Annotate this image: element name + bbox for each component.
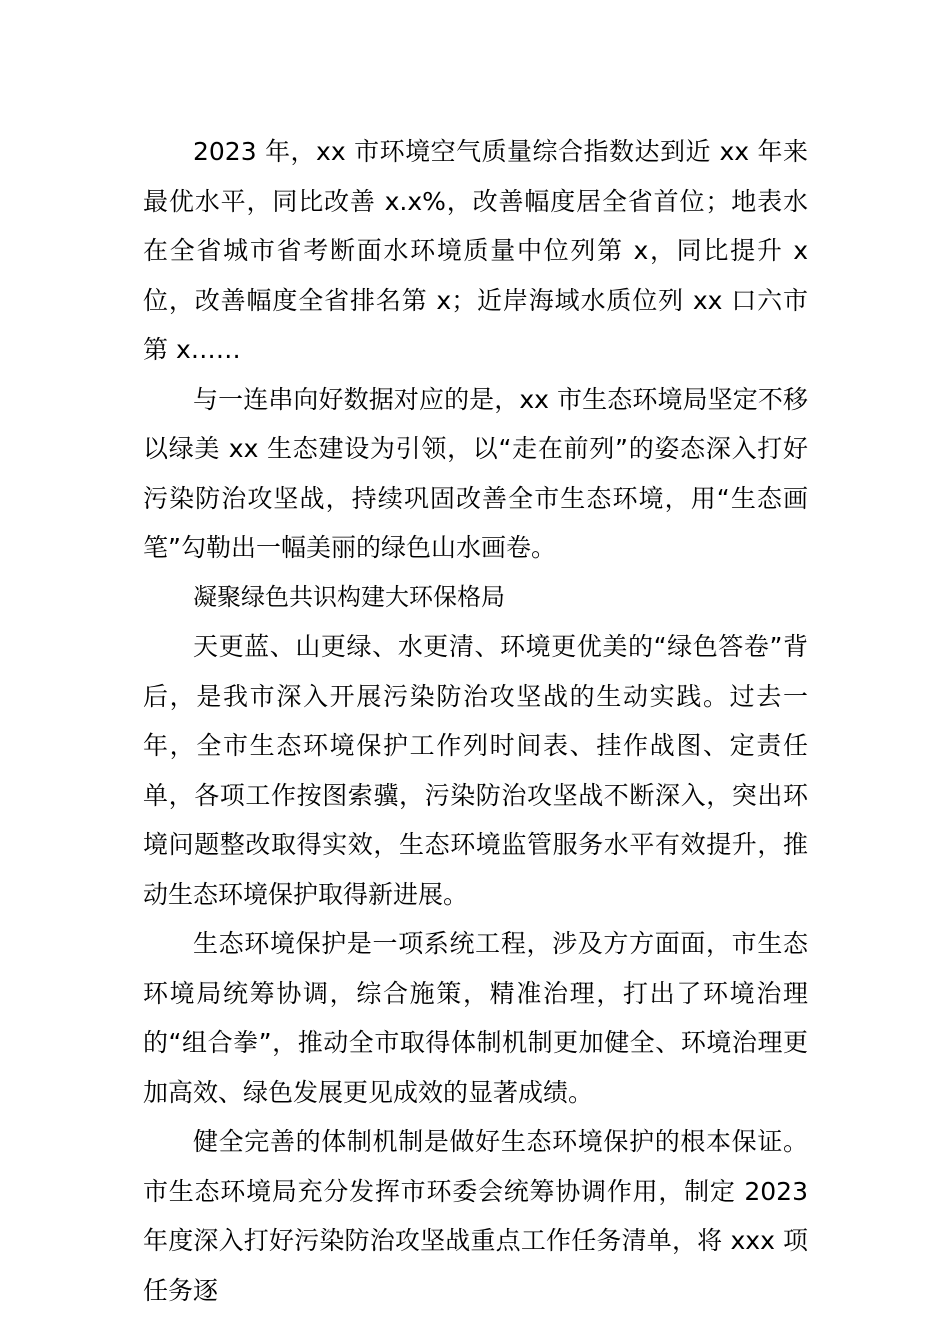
paragraph-air-quality-summary: 2023 年，xx 市环境空气质量综合指数达到近 xx 年来最优水平，同比改善 x.x%，改善幅度居全省首位；地表水在全省城市省考断面水环境质量中位列第 x，同比提升 x 位，改善幅度全省排名第 x；近岸海域水质位列 xx 口六市第 x……	[143, 137, 808, 364]
paragraph-green-answer-sheet: 天更蓝、山更绿、水更清、环境更优美的“绿色答卷”背后，是我市深入开展污染防治攻坚战的生动实践。过去一年，全市生态环境保护工作列时间表、挂作战图、定责任单，各项工作按图索骥，污染防治攻坚战不断深入，突出环境问题整改取得实效，生态环境监管服务水平有效提升，推动生态环境保护取得新进展。	[143, 632, 808, 909]
paragraph-systematic-project: 生态环境保护是一项系统工程，涉及方方面面，市生态环境局统筹协调，综合施策，精准治理，打出了环境治理的“组合拳”，推动全市取得体制机制更加健全、环境治理更加高效、绿色发展更见成效的显著成绩。	[143, 929, 808, 1107]
section-heading: 凝聚绿色共识构建大环保格局	[193, 582, 505, 611]
paragraph-ecology-bureau-intro: 与一连串向好数据对应的是，xx 市生态环境局坚定不移以绿美 xx 生态建设为引领，以“走在前列”的姿态深入打好污染防治攻坚战，持续巩固改善全市生态环境，用“生态画笔”勾勒出一幅美丽的绿色山水画卷。	[143, 384, 808, 562]
paragraph-institutional-mechanism: 健全完善的体制机制是做好生态环境保护的根本保证。市生态环境局充分发挥市环委会统筹协调作用，制定 2023 年度深入打好污染防治攻坚战重点工作任务清单，将 xxx 项任务逐	[143, 1127, 808, 1305]
document-body	[143, 127, 808, 1315]
